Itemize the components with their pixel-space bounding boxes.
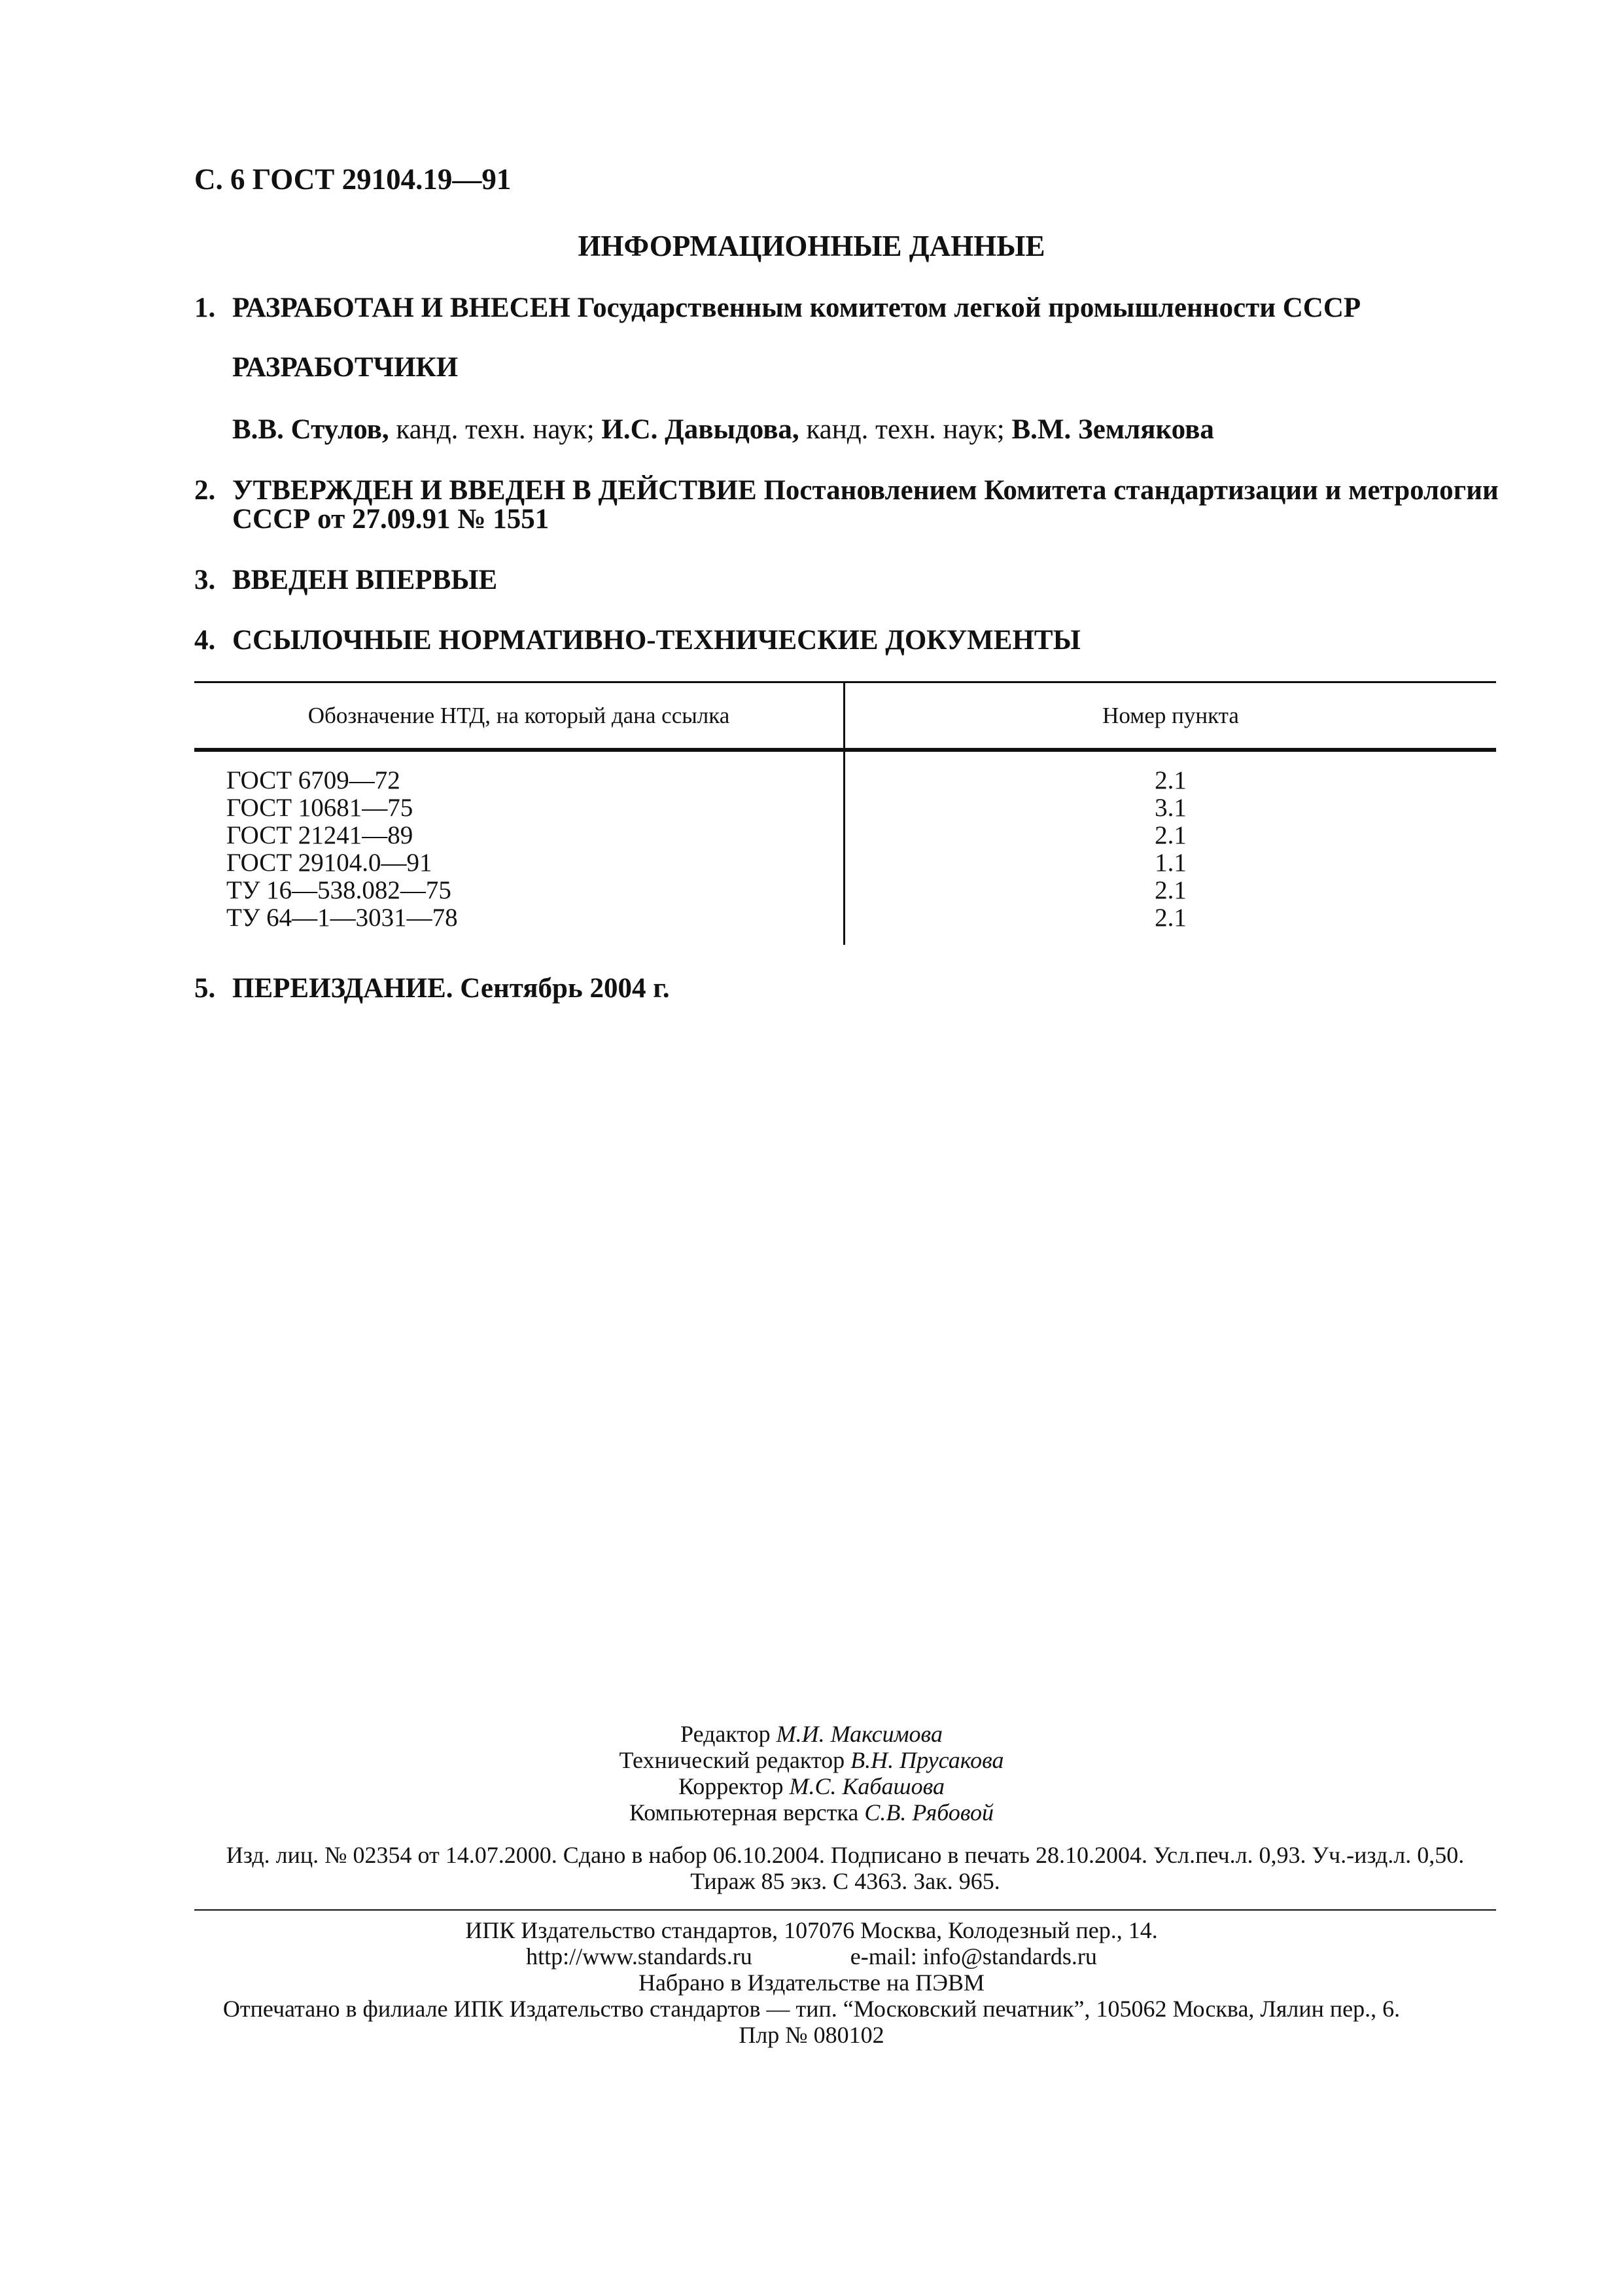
table-cell-clause: 1.1 <box>1155 849 1187 877</box>
printed-note: Отпечатано в филиале ИПК Издательство стандартов — тип. “Московский печатник”, 105062 Москва, Лялин пер., 6. <box>222 1996 1401 2022</box>
item-number: 4. <box>194 625 216 656</box>
item-heading: РАЗРАБОТАН И ВНЕСЕН <box>232 292 570 323</box>
developer-title: канд. техн. наук; <box>389 414 602 445</box>
credit-name: М.С. Кабашова <box>789 1773 945 1799</box>
item-number: 3. <box>194 565 216 595</box>
publication-info <box>194 1842 1496 1894</box>
imprint-divider <box>194 1909 1496 1911</box>
table-cell-document: ГОСТ 29104.0—91 <box>226 849 432 877</box>
credit-name: С.В. Рябовой <box>864 1799 994 1826</box>
credit-label: Редактор <box>680 1721 777 1747</box>
credit-name: М.И. Максимова <box>776 1721 943 1747</box>
item-number: 2. <box>194 475 216 506</box>
table-cell-clause: 2.1 <box>1155 766 1187 794</box>
table-cell-clause: 2.1 <box>1155 904 1187 932</box>
item-references <box>194 624 1081 656</box>
website-link[interactable]: http://www.standards.ru <box>526 1943 752 1969</box>
credit-name: В.Н. Прусакова <box>850 1747 1004 1773</box>
page-header: С. 6 ГОСТ 29104.19—91 <box>194 163 512 196</box>
table-column-documents <box>226 767 458 932</box>
developers-list <box>232 414 1214 446</box>
email-link[interactable]: e-mail: info@standards.ru <box>850 1943 1097 1969</box>
editorial-credits <box>0 1721 1623 1826</box>
table-cell-clause: 2.1 <box>1155 821 1187 849</box>
item-heading: УТВЕРЖДЕН И ВВЕДЕН В ДЕЙСТВИЕ <box>232 475 757 506</box>
developer-name: В.М. Землякова <box>1011 414 1214 445</box>
table-cell-document: ГОСТ 10681—75 <box>226 794 413 822</box>
tech-editor-line <box>0 1747 1623 1773</box>
section-title: ИНФОРМАЦИОННЫЕ ДАННЫЕ <box>578 230 1045 262</box>
print-run: Тираж 85 экз. С 4363. Зак. 965. <box>690 1868 1000 1894</box>
table-top-rule <box>194 681 1496 683</box>
table-cell-document: ТУ 64—1—3031—78 <box>226 904 458 932</box>
credit-label: Компьютерная верстка <box>629 1799 865 1826</box>
item-first-introduced <box>194 564 497 596</box>
item-developed-by <box>194 292 1361 324</box>
item-text-continuation: СССР от 27.09.91 № 1551 <box>232 504 550 535</box>
item-heading: ПЕРЕИЗДАНИЕ. Сентябрь 2004 г. <box>232 973 670 1004</box>
item-text: Постановлением Комитета стандартизации и метрологии <box>756 475 1499 506</box>
item-reissue <box>194 972 670 1004</box>
table-header-document: Обозначение НТД, на который дана ссылка <box>307 703 730 728</box>
item-number: 1. <box>194 292 216 323</box>
item-text: Государственным комитетом легкой промышленности СССР <box>570 292 1361 323</box>
developer-name: В.В. Стулов, <box>232 414 389 445</box>
item-approved <box>194 476 1499 534</box>
table-cell-document: ТУ 16—538.082—75 <box>226 876 451 904</box>
printer-info <box>0 1917 1623 2048</box>
editor-line <box>0 1721 1623 1747</box>
corrector-line <box>0 1773 1623 1799</box>
developers-heading: РАЗРАБОТЧИКИ <box>232 352 459 383</box>
credit-label: Корректор <box>678 1773 790 1799</box>
developer-name: И.С. Давыдова, <box>601 414 799 445</box>
publisher-address: ИПК Издательство стандартов, 107076 Москва, Колодезный пер., 14. <box>465 1917 1158 1943</box>
table-header-rule <box>194 748 1496 752</box>
item-heading: ВВЕДЕН ВПЕРВЫЕ <box>232 565 498 595</box>
layout-line <box>0 1799 1623 1826</box>
table-cell-clause: 2.1 <box>1155 876 1187 904</box>
table-column-clauses <box>845 767 1496 932</box>
table-cell-document: ГОСТ 6709—72 <box>226 766 400 794</box>
table-cell-document: ГОСТ 21241—89 <box>226 821 413 849</box>
item-number: 5. <box>194 973 216 1004</box>
contacts-row <box>0 1943 1623 1969</box>
publication-details: Изд. лиц. № 02354 от 14.07.2000. Сдано в набор 06.10.2004. Подписано в печать 28.10.2004. Усл.печ.л. 0,93. Уч.-изд.л. 0,50. <box>226 1842 1465 1868</box>
item-heading: ССЫЛОЧНЫЕ НОРМАТИВНО-ТЕХНИЧЕСКИЕ ДОКУМЕНТЫ <box>232 625 1081 656</box>
plr-number: Плр № 080102 <box>739 2022 884 2048</box>
table-cell-clause: 3.1 <box>1155 794 1187 822</box>
table-header-clause: Номер пункта <box>1102 703 1239 728</box>
credit-label: Технический редактор <box>619 1747 851 1773</box>
developer-title: канд. техн. наук; <box>799 414 1012 445</box>
typeset-note: Набрано в Издательстве на ПЭВМ <box>638 1969 985 1996</box>
